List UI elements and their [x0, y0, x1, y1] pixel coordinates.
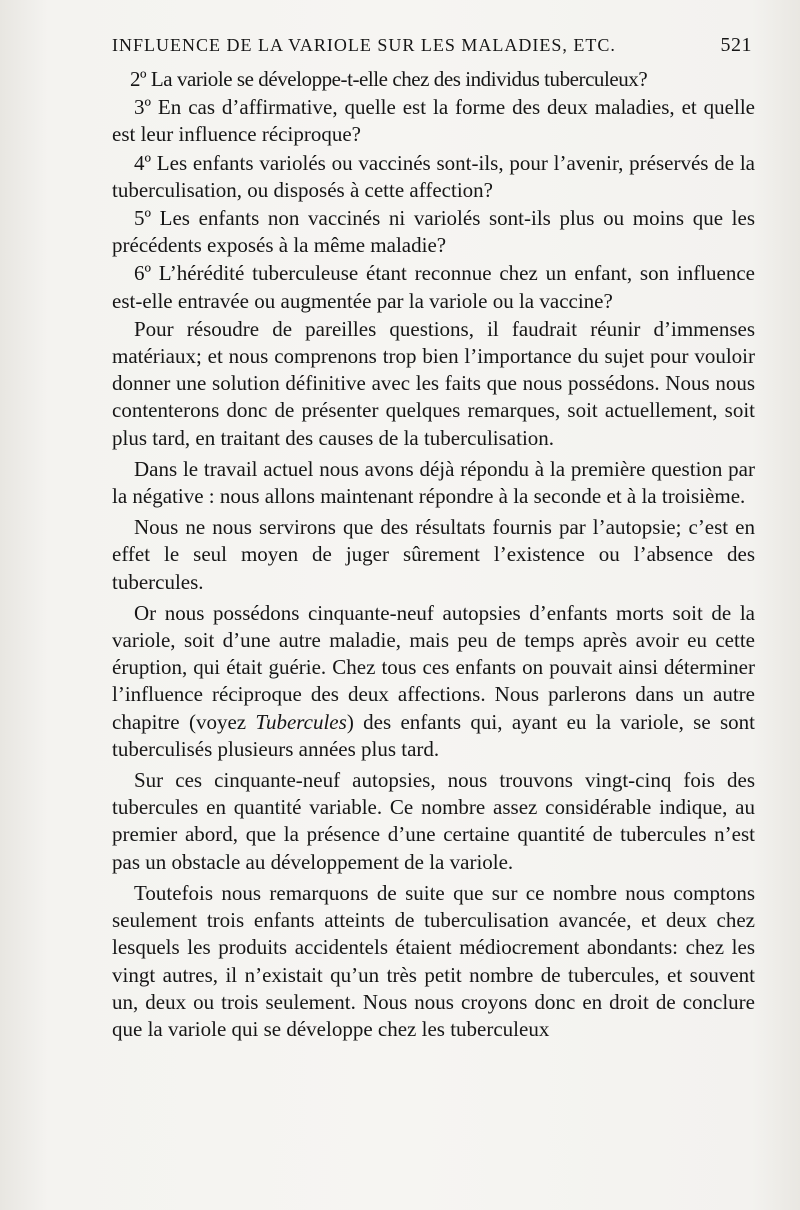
- page-number: 521: [720, 34, 752, 56]
- paragraph-first-question: Dans le travail actuel nous avons déjà répondu à la première question par la négative : nous allons maintenant répondre à la seconde et à la troisième.: [112, 456, 755, 509]
- running-title: INFLUENCE DE LA VARIOLE SUR LES MALADIES, ETC.: [112, 35, 616, 55]
- question-4: 4º Les enfants variolés ou vaccinés sont-ils, pour l’avenir, préservés de la tuberculisation, ou disposés à cette affection?: [112, 150, 755, 202]
- running-head: [112, 34, 752, 62]
- paragraph-resolution: Pour résoudre de pareilles questions, il faudrait réunir d’immenses matériaux; et nous comprenons trop bien l’importance du sujet pour vouloir donner une solution définitive avec les faits que nous possédons. Nous nous contenterons donc de présenter quelques remarques, soit actuellement, soit plus tard, en traitant des causes de la tuberculisation.: [112, 316, 755, 450]
- paragraph-twenty-five-cases: Sur ces cinquante-neuf autopsies, nous trouvons vingt-cinq fois des tubercules en quantité variable. Ce nombre assez considérable indique, au premier abord, que la présence d’une certaine quantité de tubercules n’est pas un obstacle au développement de la variole.: [112, 768, 755, 874]
- chapter-reference-tubercules: Tubercules: [255, 709, 347, 734]
- question-6: 6º L’hérédité tuberculeuse étant reconnue chez un enfant, son influence est-elle entravée ou augmentée par la variole ou la vaccine?: [112, 261, 755, 313]
- question-2: 2º La variole se développe-t-elle chez des individus tuberculeux?: [130, 67, 648, 91]
- paragraph-fifty-nine-autopsies: [112, 600, 755, 763]
- question-5: 5º Les enfants non vaccinés ni variolés sont-ils plus ou moins que les précédents exposés à la même maladie?: [112, 206, 755, 258]
- body-text: [112, 66, 755, 1047]
- paragraph-text-before-reference: Or nous possédons cinquante-neuf autopsies d’enfants morts soit de la variole, soit d’une autre maladie, mais peu de temps après avoir eu cette éruption, qui était guérie. Chez tous ces enfants on pouvait ainsi déterminer l’influence réciproque des deux affections. Nous parlerons dans un autre chapitre (voyez: [112, 600, 755, 734]
- paragraph-autopsy-method: Nous ne nous servirons que des résultats fournis par l’autopsie; c’est en effet le seul moyen de juger sûrement l’existence ou l’absence des tubercules.: [112, 515, 755, 594]
- paragraph-conclusion: Toutefois nous remarquons de suite que sur ce nombre nous comptons seulement trois enfants atteints de tuberculisation avancée, et deux chez lesquels les produits accidentels étaient médiocrement abondants: chez les vingt autres, il n’existait qu’un très petit nombre de tubercules, et souvent un, deux ou trois seulement. Nous nous croyons donc en droit de conclure que la variole qui se développe chez les tuberculeux: [112, 880, 755, 1041]
- question-3: 3º En cas d’affirmative, quelle est la forme des deux maladies, et quelle est leur influence réciproque?: [112, 95, 755, 147]
- paragraph-text-after-reference: ) des enfants qui, ayant eu la variole, se sont tuberculisés plusieurs années plus tard.: [112, 709, 755, 761]
